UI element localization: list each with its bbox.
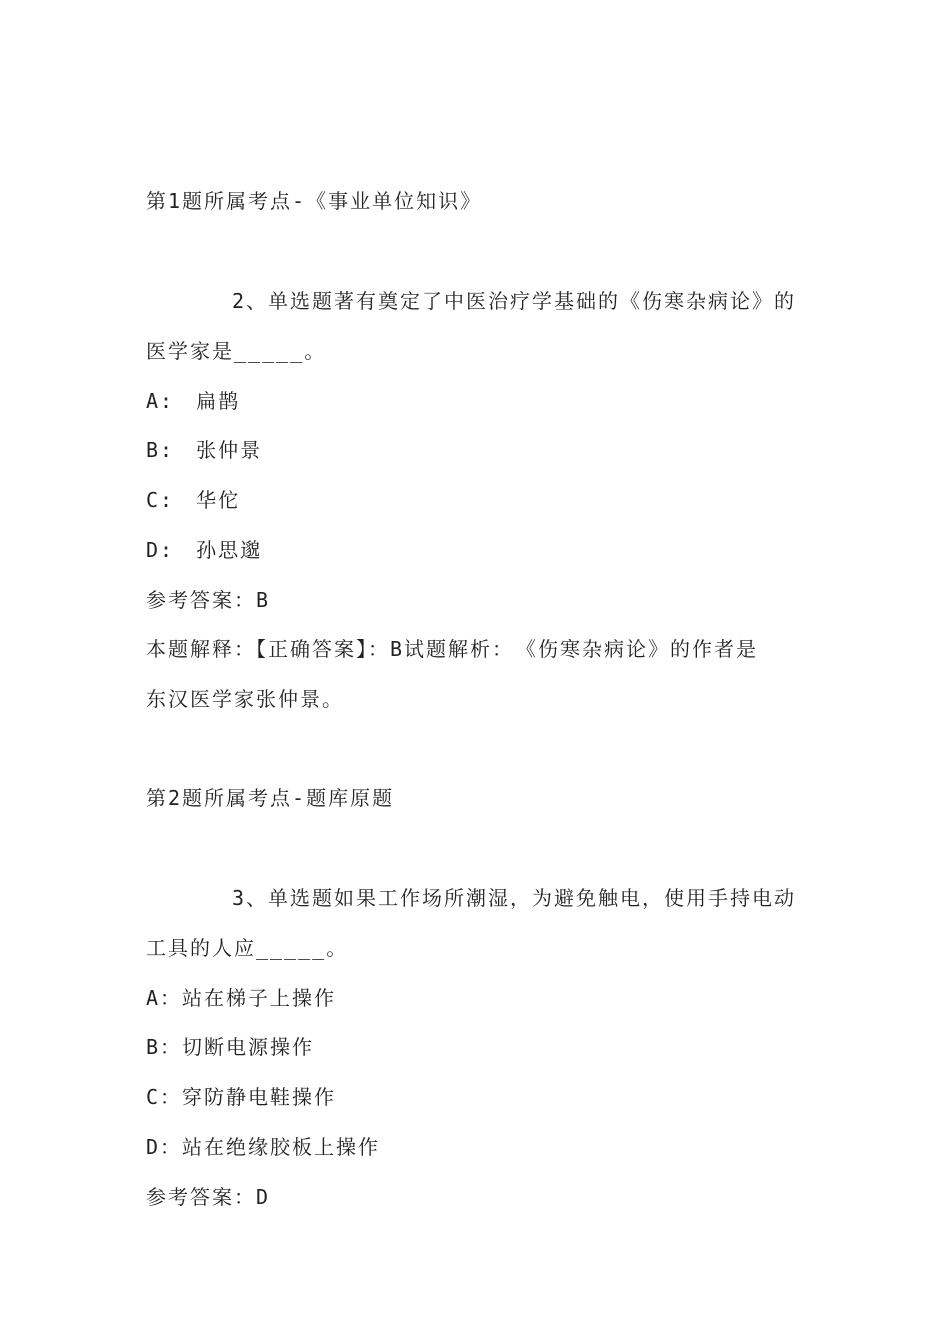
q1-topic: 第1题所属考点-《事业单位知识》 — [146, 189, 483, 213]
q2-stem-line1: 2、单选题著有奠定了中医治疗学基础的《伤寒杂病论》的 — [232, 289, 797, 313]
q2-topic: 第2题所属考点-题库原题 — [146, 786, 395, 810]
q2-explanation-line2: 东汉医学家张仲景。 — [146, 687, 344, 711]
q2-option-a: A: 扁鹊 — [146, 389, 241, 413]
q3-option-a: A：站在梯子上操作 — [146, 986, 337, 1010]
q2-option-b: B: 张仲景 — [146, 438, 263, 462]
q3-option-d: D：站在绝缘胶板上操作 — [146, 1135, 381, 1159]
q2-stem-line2: 医学家是_____。 — [146, 339, 327, 363]
q2-option-c: C: 华佗 — [146, 488, 241, 512]
q3-option-c: C：穿防静电鞋操作 — [146, 1085, 337, 1109]
q3-answer: 参考答案：D — [146, 1185, 271, 1209]
q3-stem-line2: 工具的人应_____。 — [146, 936, 349, 960]
q2-explanation-line1: 本题解释：【正确答案】：B试题解析： 《伤寒杂病论》的作者是 — [146, 637, 759, 661]
q3-option-b: B：切断电源操作 — [146, 1035, 315, 1059]
q2-option-d: D: 孙思邈 — [146, 538, 263, 562]
q3-stem-line1: 3、单选题如果工作场所潮湿，为避免触电，使用手持电动 — [232, 886, 797, 910]
q2-answer: 参考答案：B — [146, 588, 271, 612]
